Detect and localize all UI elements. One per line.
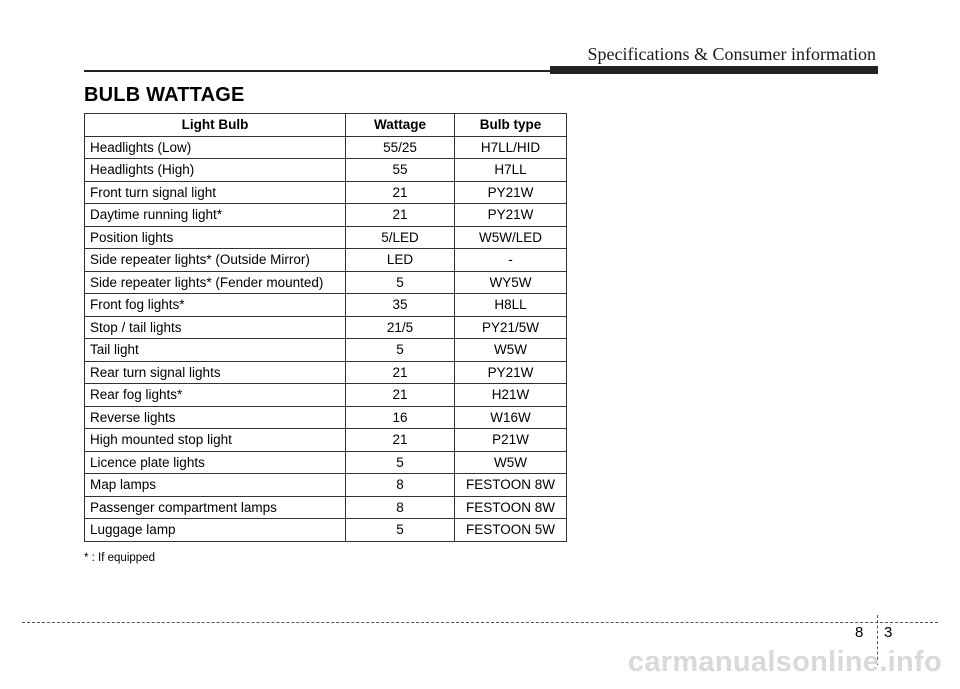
- column-header-wattage: Wattage: [346, 114, 455, 137]
- cell-light-bulb: Rear turn signal lights: [85, 361, 346, 384]
- cell-light-bulb: Map lamps: [85, 474, 346, 497]
- cell-wattage: 5/LED: [346, 226, 455, 249]
- table-header-row: [85, 114, 567, 137]
- header-rule-thick: [550, 66, 878, 74]
- cell-light-bulb: Side repeater lights* (Outside Mirror): [85, 249, 346, 272]
- cell-wattage: 55: [346, 159, 455, 182]
- cell-light-bulb: Reverse lights: [85, 406, 346, 429]
- page-number: 3: [884, 624, 893, 641]
- cell-wattage: 5: [346, 339, 455, 362]
- table-row: [85, 249, 567, 272]
- cell-bulb-type: -: [455, 249, 567, 272]
- cell-light-bulb: Licence plate lights: [85, 451, 346, 474]
- cell-bulb-type: FESTOON 8W: [455, 496, 567, 519]
- cell-light-bulb: Headlights (Low): [85, 136, 346, 159]
- table-row: [85, 226, 567, 249]
- cell-bulb-type: P21W: [455, 429, 567, 452]
- page-title: BULB WATTAGE: [84, 84, 245, 106]
- cell-wattage: 21: [346, 384, 455, 407]
- table-row: [85, 271, 567, 294]
- cell-bulb-type: PY21/5W: [455, 316, 567, 339]
- table-row: [85, 451, 567, 474]
- cell-light-bulb: Position lights: [85, 226, 346, 249]
- column-header-bulb-type: Bulb type: [455, 114, 567, 137]
- cell-wattage: 21: [346, 204, 455, 227]
- cell-bulb-type: H7LL/HID: [455, 136, 567, 159]
- cell-wattage: 21/5: [346, 316, 455, 339]
- cell-wattage: 35: [346, 294, 455, 317]
- table-row: [85, 339, 567, 362]
- table-row: [85, 519, 567, 542]
- cell-light-bulb: Rear fog lights*: [85, 384, 346, 407]
- cell-bulb-type: H8LL: [455, 294, 567, 317]
- cell-bulb-type: FESTOON 8W: [455, 474, 567, 497]
- table-row: [85, 159, 567, 182]
- cell-bulb-type: FESTOON 5W: [455, 519, 567, 542]
- cell-wattage: 21: [346, 429, 455, 452]
- cell-bulb-type: W5W/LED: [455, 226, 567, 249]
- cell-light-bulb: Side repeater lights* (Fender mounted): [85, 271, 346, 294]
- footer-dashed-rule: [22, 622, 938, 623]
- cell-wattage: 8: [346, 474, 455, 497]
- watermark: carmanualsonline.info: [627, 646, 942, 678]
- cell-wattage: LED: [346, 249, 455, 272]
- cell-bulb-type: WY5W: [455, 271, 567, 294]
- cell-wattage: 8: [346, 496, 455, 519]
- cell-bulb-type: W5W: [455, 339, 567, 362]
- cell-light-bulb: Tail light: [85, 339, 346, 362]
- bulb-wattage-table: [84, 113, 567, 542]
- cell-light-bulb: High mounted stop light: [85, 429, 346, 452]
- cell-bulb-type: W5W: [455, 451, 567, 474]
- cell-wattage: 5: [346, 271, 455, 294]
- cell-bulb-type: PY21W: [455, 204, 567, 227]
- table-row: [85, 181, 567, 204]
- table-row: [85, 496, 567, 519]
- section-header-title: Specifications & Consumer information: [587, 44, 876, 64]
- table-row: [85, 204, 567, 227]
- cell-wattage: 16: [346, 406, 455, 429]
- cell-wattage: 21: [346, 181, 455, 204]
- table-row: [85, 406, 567, 429]
- footnote: * : If equipped: [84, 552, 155, 564]
- cell-light-bulb: Front fog lights*: [85, 294, 346, 317]
- table-row: [85, 136, 567, 159]
- cell-bulb-type: PY21W: [455, 361, 567, 384]
- cell-wattage: 55/25: [346, 136, 455, 159]
- cell-wattage: 21: [346, 361, 455, 384]
- cell-light-bulb: Stop / tail lights: [85, 316, 346, 339]
- table-row: [85, 294, 567, 317]
- table-row: [85, 474, 567, 497]
- column-header-light-bulb: Light Bulb: [85, 114, 346, 137]
- table-row: [85, 316, 567, 339]
- cell-wattage: 5: [346, 519, 455, 542]
- table-row: [85, 429, 567, 452]
- cell-light-bulb: Luggage lamp: [85, 519, 346, 542]
- chapter-number: 8: [855, 624, 864, 641]
- cell-bulb-type: PY21W: [455, 181, 567, 204]
- header-rule-thin: [84, 70, 550, 72]
- table-row: [85, 384, 567, 407]
- cell-light-bulb: Daytime running light*: [85, 204, 346, 227]
- cell-light-bulb: Headlights (High): [85, 159, 346, 182]
- table-row: [85, 361, 567, 384]
- cell-bulb-type: H21W: [455, 384, 567, 407]
- cell-bulb-type: H7LL: [455, 159, 567, 182]
- cell-wattage: 5: [346, 451, 455, 474]
- cell-light-bulb: Passenger compartment lamps: [85, 496, 346, 519]
- cell-light-bulb: Front turn signal light: [85, 181, 346, 204]
- cell-bulb-type: W16W: [455, 406, 567, 429]
